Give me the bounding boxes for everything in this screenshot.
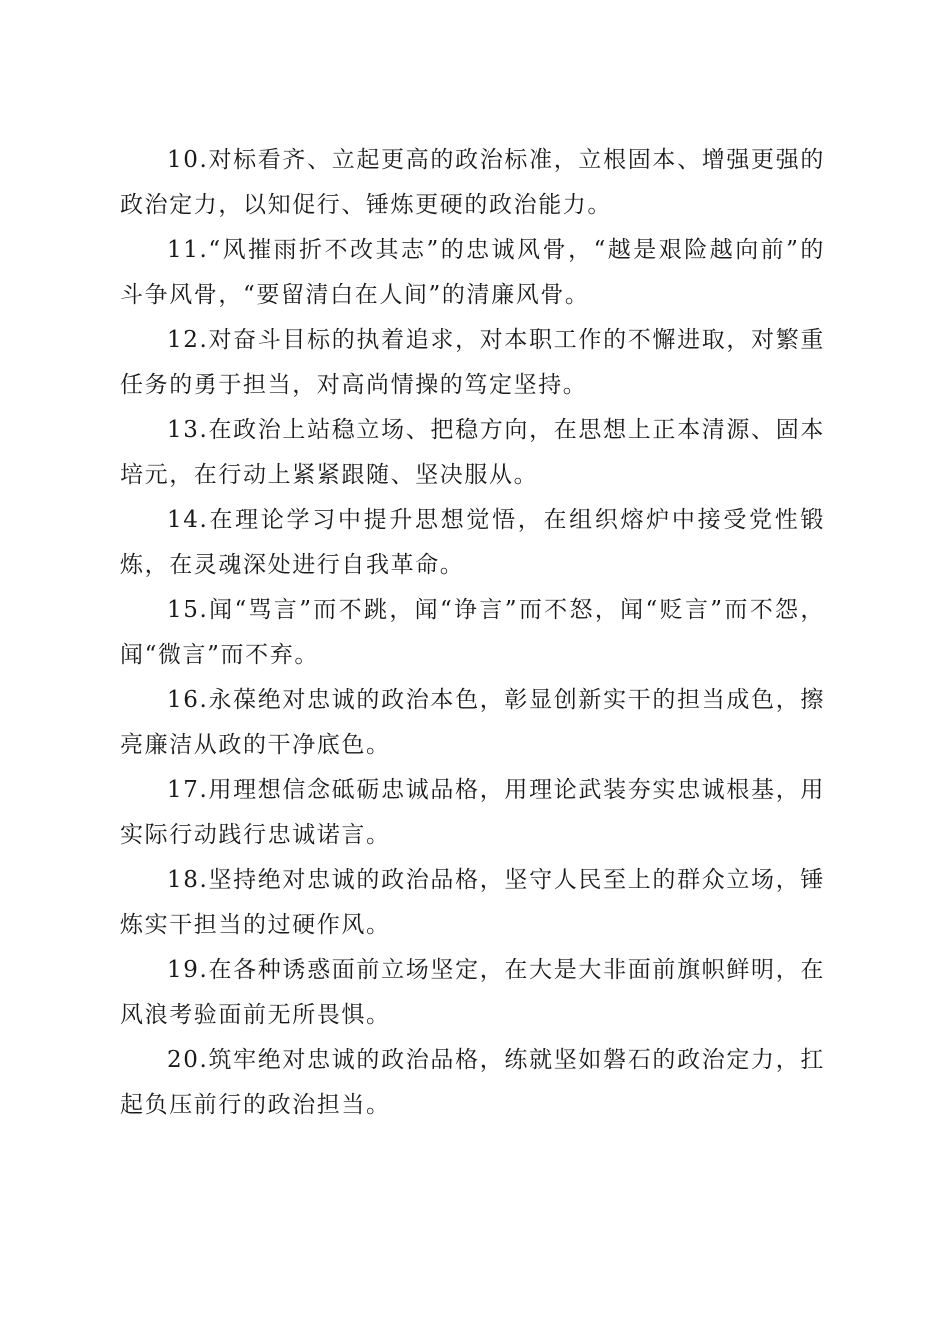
paragraph-16: 16.永葆绝对忠诚的政治本色，彰显创新实干的担当成色，擦亮廉洁从政的干净底色。 (120, 687, 825, 758)
paragraph-19: 19.在各种诱惑面前立场坚定，在大是大非面前旗帜鲜明，在风浪考验面前无所畏惧。 (120, 957, 825, 1028)
paragraph-14: 14.在理论学习中提升思想觉悟，在组织熔炉中接受党性锻炼，在灵魂深处进行自我革命。 (120, 507, 825, 578)
paragraph-15: 15.闻“骂言”而不跳，闻“诤言”而不怒，闻“贬言”而不怨，闻“微言”而不弃。 (120, 597, 825, 668)
paragraph-13: 13.在政治上站稳立场、把稳方向，在思想上正本清源、固本培元，在行动上紧紧跟随、坚决服从。 (120, 417, 825, 488)
paragraph-20: 20.筑牢绝对忠诚的政治品格，练就坚如磐石的政治定力，扛起负压前行的政治担当。 (120, 1047, 825, 1118)
paragraph-12: 12.对奋斗目标的执着追求，对本职工作的不懈进取，对繁重任务的勇于担当，对高尚情操的笃定坚持。 (120, 327, 825, 398)
paragraph-11: 11.“风摧雨折不改其志”的忠诚风骨，“越是艰险越向前”的斗争风骨，“要留清白在人间”的清廉风骨。 (120, 237, 825, 308)
paragraph-17: 17.用理想信念砥砺忠诚品格，用理论武装夯实忠诚根基，用实际行动践行忠诚诺言。 (120, 777, 825, 848)
paragraph-10: 10.对标看齐、立起更高的政治标准，立根固本、增强更强的政治定力，以知促行、锤炼更硬的政治能力。 (120, 147, 825, 218)
document-body (120, 138, 825, 1128)
paragraph-18: 18.坚持绝对忠诚的政治品格，坚守人民至上的群众立场，锤炼实干担当的过硬作风。 (120, 867, 825, 938)
